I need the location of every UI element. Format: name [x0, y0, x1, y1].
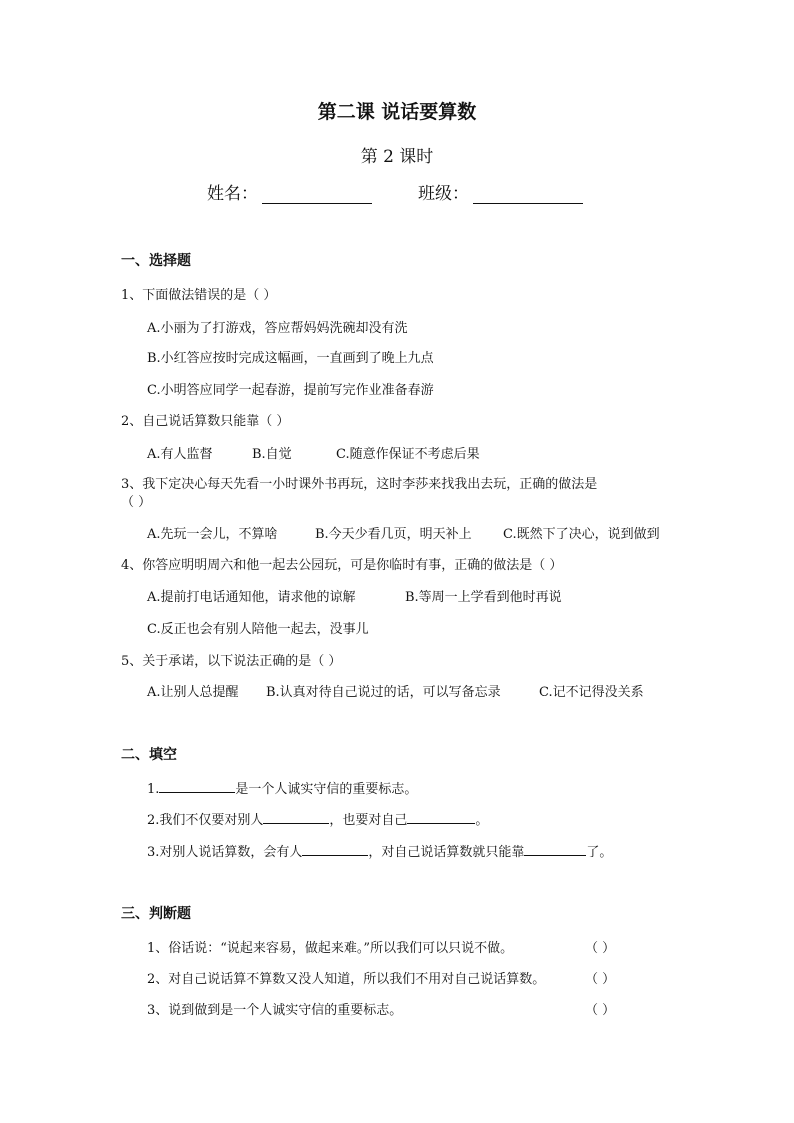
- question-5: 5、关于承诺，以下说法正确的是（ ）: [121, 654, 342, 669]
- q3-option-b[interactable]: B.今天少看几页，明天补上: [315, 527, 472, 542]
- q1-option-b[interactable]: B.小红答应按时完成这幅画，一直画到了晚上九点: [147, 351, 434, 366]
- q3-option-c[interactable]: C.既然下了决心，说到做到: [503, 527, 660, 542]
- q2-option-b[interactable]: B.自觉: [252, 447, 292, 462]
- name-field: [207, 179, 372, 204]
- fill-3-blank-2[interactable]: [524, 841, 586, 856]
- q1-option-a[interactable]: A.小丽为了打游戏，答应帮妈妈洗碗却没有洗: [147, 321, 408, 336]
- q5-option-c[interactable]: C.记不记得没关系: [539, 685, 644, 700]
- question-3-paren[interactable]: （ ）: [121, 495, 152, 510]
- judge-3-paren[interactable]: （ ）: [585, 1003, 616, 1018]
- class-label: 班级：: [418, 184, 469, 204]
- q2-option-a[interactable]: A.有人监督: [147, 447, 213, 462]
- fill-2-pre: 2.我们不仅要对别人: [147, 813, 264, 828]
- question-1: 1、下面做法错误的是（ ）: [121, 288, 277, 303]
- q4-option-b[interactable]: B.等周一上学看到他时再说: [405, 590, 562, 605]
- q2-option-c[interactable]: C.随意作保证不考虑后果: [336, 447, 480, 462]
- q5-option-a[interactable]: A.让别人总提醒: [147, 685, 239, 700]
- question-3: 3、我下定决心每天先看一小时课外书再玩，这时李莎来找我出去玩，正确的做法是: [121, 477, 598, 492]
- fill-2: [147, 809, 488, 828]
- section-heading-choice: 一、选择题: [121, 253, 191, 269]
- fill-3-blank-1[interactable]: [302, 841, 368, 856]
- question-4: 4、你答应明明周六和他一起去公园玩，可是你临时有事，正确的做法是（ ）: [121, 558, 563, 573]
- fill-3-pre: 3.对别人说话算数，会有人: [147, 845, 303, 860]
- fill-1: [147, 778, 417, 797]
- page-title: 第二课 说话要算数: [317, 101, 477, 123]
- q4-option-a[interactable]: A.提前打电话通知他，请求他的谅解: [147, 590, 356, 605]
- fill-3-mid: ，对自己说话算数就只能靠: [368, 845, 525, 860]
- q4-option-c[interactable]: C.反正也会有别人陪他一起去，没事儿: [147, 622, 369, 637]
- name-blank[interactable]: [262, 185, 372, 204]
- judge-3: 3、说到做到是一个人诚实守信的重要标志。: [147, 1003, 403, 1018]
- q1-option-c[interactable]: C.小明答应同学一起春游，提前写完作业准备春游: [147, 383, 434, 398]
- question-2: 2、自己说话算数只能靠（ ）: [121, 414, 290, 429]
- class-blank[interactable]: [473, 185, 583, 204]
- name-label: 姓名：: [207, 184, 258, 204]
- fill-3-post: 了。: [586, 845, 613, 860]
- fill-1-blank[interactable]: [159, 778, 235, 793]
- fill-2-blank-2[interactable]: [407, 809, 475, 824]
- judge-1: 1、俗话说：“说起来容易，做起来难。”所以我们可以只说不做。: [147, 941, 514, 956]
- lesson-subtitle: 第 2 课时: [360, 147, 434, 167]
- q5-option-b[interactable]: B.认真对待自己说过的话，可以写备忘录: [266, 685, 501, 700]
- section-heading-fill: 二、填空: [121, 747, 177, 763]
- section-heading-judge: 三、判断题: [121, 906, 191, 922]
- fill-2-blank-1[interactable]: [263, 809, 329, 824]
- class-field: [418, 179, 583, 204]
- judge-2: 2、对自己说话算不算数又没人知道，所以我们不用对自己说话算数。: [147, 972, 546, 987]
- fill-2-mid: ，也要对自己: [329, 813, 408, 828]
- q3-option-a[interactable]: A.先玩一会儿，不算啥: [147, 527, 278, 542]
- judge-1-paren[interactable]: （ ）: [585, 941, 616, 956]
- fill-1-num: 1.: [147, 782, 160, 797]
- fill-1-text: 是一个人诚实守信的重要标志。: [235, 782, 418, 797]
- fill-3: [147, 841, 612, 860]
- fill-2-post: 。: [475, 813, 489, 828]
- judge-2-paren[interactable]: （ ）: [585, 972, 616, 987]
